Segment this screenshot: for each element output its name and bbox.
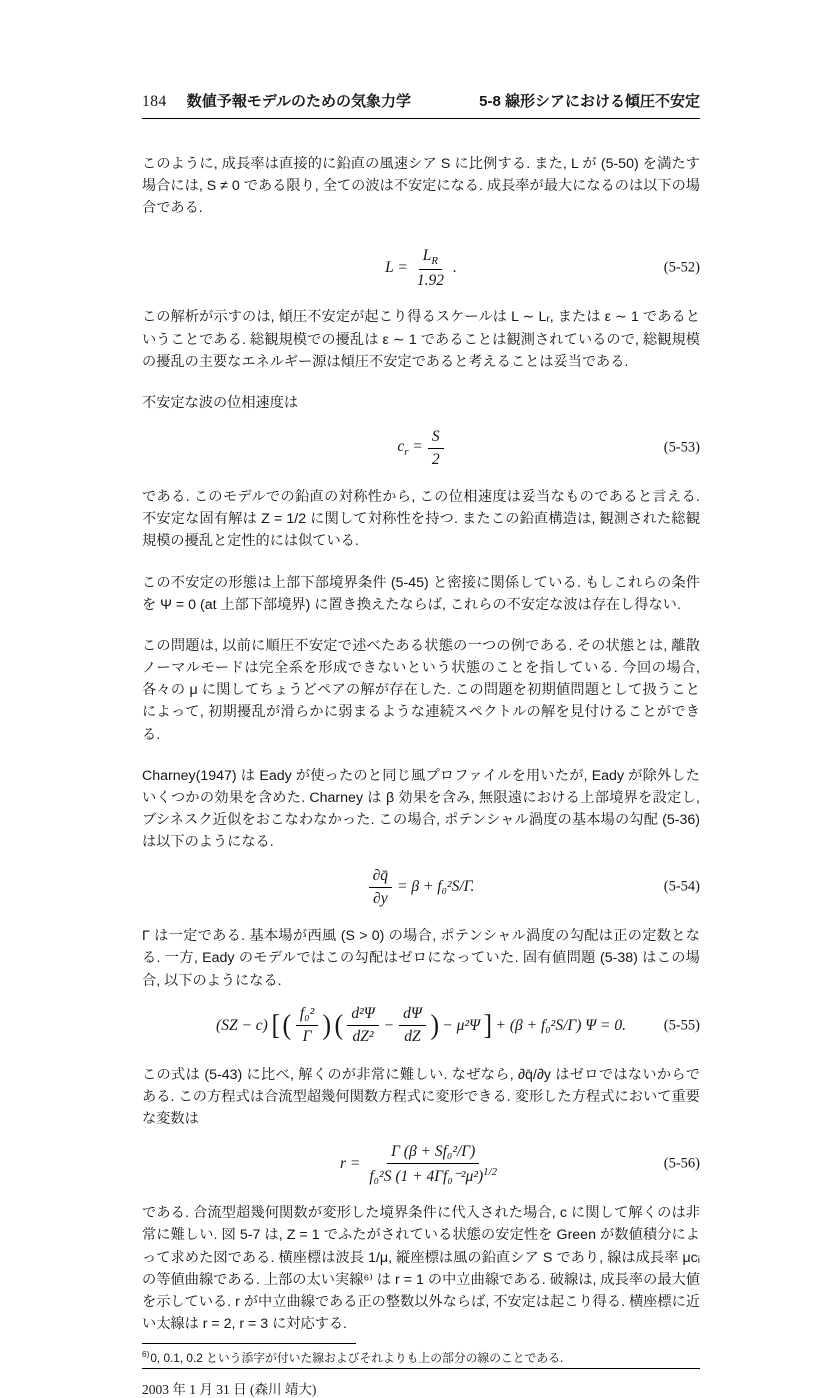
section-title: 5-8 線形シアにおける傾圧不安定	[479, 93, 700, 110]
eq52-num-sub: R	[431, 255, 439, 268]
footer-rule	[142, 1368, 700, 1369]
eq54-rhs: = β + f₀²S/Γ.	[397, 878, 475, 896]
paragraph-7: Charney(1947) は Eady が使ったのと同じ風プロファイルを用いたが, Eady が除外したいくつかの効果を含めた. Charney は β 効果を含み, 無限遠における上部境界を設定し, ブシネスク近似をおこなわなかった. この場合, ポテンシャル渦度の基本場の勾配 (5-36) は以下のようになる.	[142, 767, 700, 851]
header-rule	[142, 118, 700, 119]
eq53-denominator: 2	[431, 450, 440, 468]
eq56-fraction	[365, 1143, 501, 1186]
footnote-text: 0, 0.1, 0.2 という添字が付いた線およびそれよりも上の部分の線のことである.	[150, 1351, 564, 1366]
eq55-left-bracket: [	[271, 1008, 280, 1041]
footnote-separator-rule	[142, 1343, 356, 1344]
eq55-fraction1	[296, 1005, 318, 1046]
footer-date-author: 2003 年 1 月 31 日 (森川 靖大)	[142, 1381, 317, 1397]
eq55-left-paren2: (	[334, 1008, 343, 1041]
paragraph-8: Γ は一定である. 基本場が西風 (S > 0) の場合, ポテンシャル渦度の勾配は正の定数となる. 一方, Eady のモデルではこの勾配はゼロになっていた. 固有値問題 (5-38) はこの場合, 以下のようになる.	[142, 928, 700, 989]
eq56-lhs: r =	[339, 1155, 361, 1173]
eq55-frac1-den: Γ	[302, 1028, 312, 1046]
eq52-lhs: L =	[385, 259, 408, 277]
eq55-term2: − μ²Ψ	[442, 1016, 480, 1034]
page-header	[142, 90, 700, 111]
eq55-right-paren1: )	[322, 1008, 332, 1041]
paragraph-10: である. 合流型超幾何関数が変形した境界条件に代入された場合, c に関して解くのは非常に難しい. 図 5-7 は, Z = 1 でふたがされている状態の安定性を Green が数値積分によって求めた図である. 横座標は波長 1/μ, 縦座標は風の鉛直シア S であり, 線は成長率 μcᵢ の等値曲線である. 上部の太い実線⁶⁾ は r = 1 の中立曲線である. 破線は, 成長率の最大値を示している. r が中立曲線である正の整数以外ならば, 不安定は起こり得る. 横座標に近い太線は r = 2, r = 3 に対応する.	[142, 1205, 700, 1332]
paragraph-5: この不安定の形態は上部下部境界条件 (5-45) と密接に関係している. もしこれらの条件を Ψ = 0 (at 上部下部境界) に置き換えたならば, これらの不安定な波は存在し得ない.	[142, 574, 700, 613]
eq53-number: (5-53)	[663, 439, 700, 456]
equation-5-55	[142, 1004, 700, 1048]
eq52-fraction	[413, 247, 448, 290]
eq55-frac2-num: d²Ψ	[347, 1005, 378, 1026]
eq55-term1: (SZ − c)	[216, 1016, 268, 1034]
eq52-denominator: 1.92	[416, 272, 444, 290]
paragraph-9: この式は (5-43) に比べ, 解くのが非常に難しい. なぜなら, ∂q̄/∂y はゼロではないからである. この方程式は合流型超幾何関数方程式に変形できる. 変形した方程式において重要な変数は	[142, 1066, 700, 1128]
eq53-lhs-base: c	[397, 438, 405, 456]
page-footer	[142, 1368, 700, 1398]
footnote-marker: 6)	[142, 1350, 150, 1360]
eq55-frac3-den: dZ	[404, 1028, 421, 1046]
eq55-term3: + (β + f₀²S/Γ) Ψ = 0.	[495, 1016, 626, 1034]
eq54-numerator: ∂q̄	[369, 867, 392, 888]
equation-5-52	[142, 246, 700, 290]
eq56-den-exponent: 1/2	[483, 1165, 497, 1178]
eq56-number: (5-56)	[663, 1155, 700, 1172]
eq53-lhs-sub: r	[404, 446, 409, 459]
header-left	[142, 90, 411, 111]
eq56-denominator	[365, 1164, 501, 1186]
equation-5-53	[142, 426, 700, 470]
eq55-frac1-num: f₀²	[296, 1005, 318, 1026]
eq53-equals: =	[412, 438, 423, 456]
eq52-tail: .	[452, 259, 457, 277]
equation-5-56	[142, 1142, 700, 1186]
eq52-num-base: L	[422, 246, 432, 264]
book-title: 数値予報モデルのための気象力学	[186, 93, 412, 110]
paragraph-2: この解析が示すのは, 傾圧不安定が起こり得るスケールは L ∼ Lᵣ, または ε ∼ 1 であるということである. 総観規模での擾乱は ε ∼ 1 であることは観測されているので, 総観規模の擾乱の主要なエネルギー源は傾圧不安定であると考えることは妥当である.	[142, 309, 700, 370]
eq54-fraction	[369, 867, 392, 908]
eq53-numerator: S	[428, 428, 444, 449]
eq55-minus: −	[383, 1016, 395, 1034]
eq54-denominator: ∂y	[373, 889, 388, 907]
eq56-numerator: Γ (β + Sf₀²/Γ)	[387, 1143, 479, 1164]
eq55-right-paren2: )	[430, 1008, 439, 1041]
paragraph-3: 不安定な波の位相速度は	[142, 394, 299, 411]
equation-5-54	[142, 865, 700, 909]
paragraph-6: この問題は, 以前に順圧不安定で述べたある状態の一つの例である. その状態とは, 離散ノーマルモードは完全系を形成できないという状態のことを指している. 今回の場合, 各々の μ に関してちょうどペアの解が存在した. この問題を初期値問題として扱うことによって, 初期擾乱が滑らかに弱まるような連続スペクトルの解を見付けることができる.	[142, 637, 700, 743]
eq52-number: (5-52)	[663, 259, 700, 276]
eq55-fraction2	[347, 1005, 378, 1046]
eq56-den-base: f₀²S (1 + 4Γf₀⁻²μ²)	[369, 1167, 484, 1185]
eq54-number: (5-54)	[663, 878, 700, 895]
eq55-frac2-den: dZ²	[352, 1028, 374, 1046]
paragraph-1: このように, 成長率は直接的に鉛直の風速シア S に比例する. また, L が (5-50) を満たす場合には, S ≠ 0 である限り, 全ての波は不安定になる. 成長率が最大になるのは以下の場合である.	[142, 156, 700, 217]
eq55-number: (5-55)	[663, 1017, 700, 1034]
eq55-fraction3	[399, 1005, 426, 1046]
page-number: 184	[142, 93, 167, 110]
footnote	[142, 1349, 700, 1368]
eq55-right-bracket: ]	[483, 1008, 493, 1041]
eq53-lhs	[397, 438, 422, 458]
eq55-frac3-num: dΨ	[399, 1005, 426, 1026]
eq55-left-paren1: (	[282, 1008, 292, 1041]
paragraph-4: である. このモデルでの鉛直の対称性から, この位相速度は妥当なものであると言える. 不安定な固有解は Z = 1/2 に関して対称性を持つ. またこの鉛直構造は, 観測された総観規模の擾乱と定性的には似ている.	[142, 489, 700, 550]
eq52-numerator	[419, 247, 442, 270]
eq53-fraction	[428, 428, 444, 469]
